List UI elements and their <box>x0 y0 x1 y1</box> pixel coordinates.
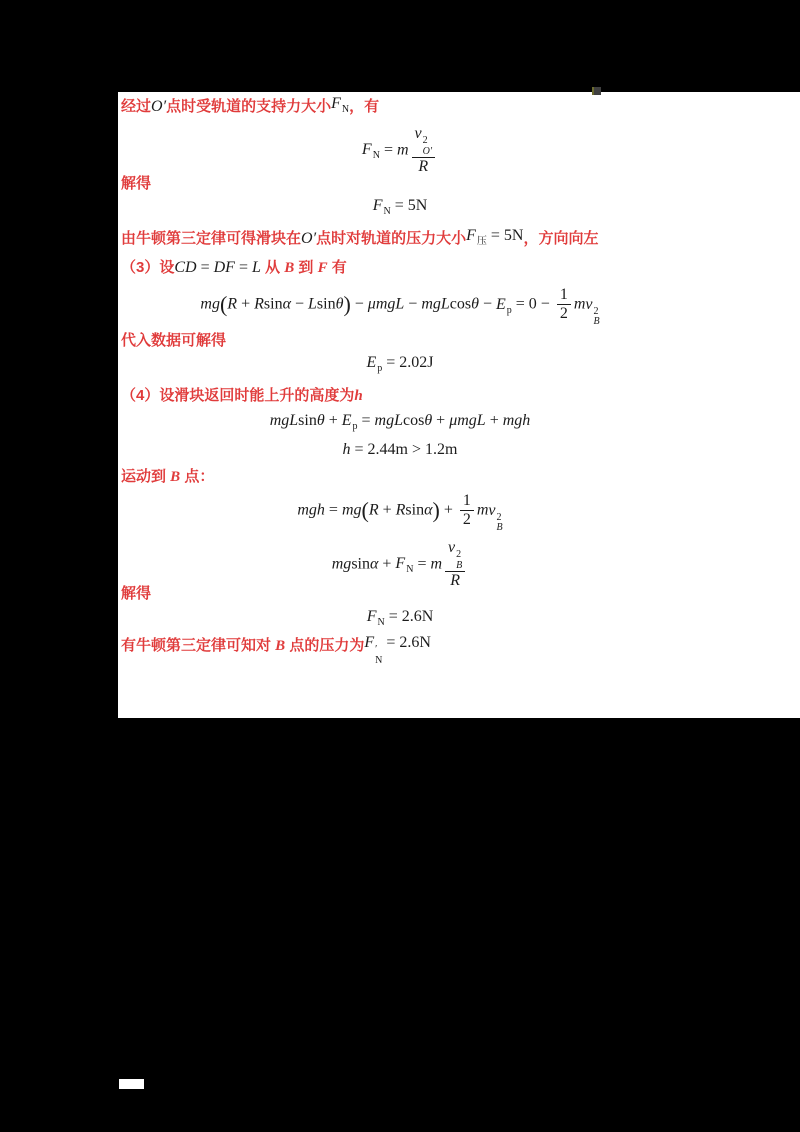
token: ，有 <box>349 98 380 115</box>
para-part4-setup <box>121 386 363 406</box>
token: α <box>282 295 291 313</box>
token: mgL <box>374 412 403 429</box>
token: ′ <box>375 644 378 655</box>
token: mgL <box>421 295 450 313</box>
document-page <box>118 92 800 718</box>
equation-Ep-value <box>118 353 682 378</box>
token <box>448 539 463 571</box>
token: 有 <box>327 259 347 276</box>
token: + <box>439 501 457 519</box>
token: = 5N <box>390 197 428 214</box>
token: = 2.44m > 1.2m <box>350 441 458 458</box>
token: B <box>496 522 503 534</box>
token: sin <box>263 295 283 313</box>
token <box>395 555 414 576</box>
token: 点： <box>180 468 215 485</box>
token: B <box>275 638 286 654</box>
token: 解得 <box>121 585 152 602</box>
token: R <box>395 501 406 519</box>
token: O′ <box>301 230 317 247</box>
token: = <box>357 412 375 429</box>
para-newton-third-law-O <box>121 229 598 254</box>
token <box>445 539 465 572</box>
token: = 0 − <box>511 295 554 313</box>
token: ( <box>361 497 369 523</box>
token <box>423 136 432 157</box>
token <box>557 286 571 324</box>
token: sin <box>316 295 336 313</box>
token: = <box>196 259 214 276</box>
token: + <box>485 412 503 429</box>
token <box>341 412 358 432</box>
token: mg <box>200 295 220 313</box>
token: F <box>395 555 406 573</box>
token: 点的压力为 <box>285 637 365 654</box>
token: θ <box>316 412 325 429</box>
token: F <box>466 227 476 244</box>
token <box>456 550 462 571</box>
token <box>412 125 436 158</box>
page-break-dash <box>119 1079 144 1089</box>
token: mgh <box>502 412 531 429</box>
token: = 2.02J <box>382 354 434 371</box>
token: N <box>406 564 414 576</box>
token: p <box>352 421 358 432</box>
token: F <box>364 634 375 651</box>
token: = <box>379 141 397 159</box>
token <box>412 125 436 176</box>
token <box>414 125 433 157</box>
token: 点时对轨道的压力大小 <box>316 230 467 247</box>
token: h <box>342 441 351 458</box>
token: 点时受轨道的支持力大小 <box>166 98 332 115</box>
token <box>366 608 385 628</box>
token: + <box>432 412 450 429</box>
token: R <box>227 295 238 313</box>
token: 2 <box>456 549 462 560</box>
token: p <box>377 363 383 374</box>
token <box>445 539 465 590</box>
token: mgh <box>297 501 325 519</box>
token: （3）设 <box>121 259 175 276</box>
token: v <box>585 295 593 313</box>
token: − <box>290 295 308 313</box>
token: ( <box>219 291 228 317</box>
token: + <box>378 501 396 519</box>
token: v <box>414 125 422 142</box>
token: 从 <box>260 259 285 276</box>
token <box>460 492 474 530</box>
token <box>331 95 350 115</box>
para-solve-2 <box>121 584 151 603</box>
token: E <box>341 412 352 429</box>
token: sin <box>351 555 370 573</box>
token: F <box>361 141 372 159</box>
token <box>593 307 599 328</box>
token <box>366 354 383 374</box>
token: mgL <box>269 412 299 429</box>
token: L <box>251 259 261 276</box>
para-support-force-at-O <box>121 97 379 122</box>
token: α <box>424 501 433 519</box>
token <box>364 634 431 666</box>
token: ，方向向左 <box>523 230 599 247</box>
token: 2 <box>559 305 568 323</box>
token: O′ <box>422 145 433 157</box>
equation-energy-B-to-F <box>118 286 682 328</box>
token: F <box>366 608 377 625</box>
token <box>460 511 474 529</box>
token: sin <box>298 412 317 429</box>
token <box>460 492 474 511</box>
token: E <box>366 354 377 371</box>
token: 经过 <box>121 98 152 115</box>
token <box>585 295 600 328</box>
token: cos <box>449 295 472 313</box>
token: R <box>368 501 379 519</box>
cursor-artifact-icon <box>592 87 601 95</box>
token: ) <box>343 291 351 317</box>
token: + <box>324 412 342 429</box>
token: − <box>404 295 422 313</box>
token: p <box>506 304 512 316</box>
token: ) <box>432 497 440 523</box>
token: = 5N <box>486 227 524 244</box>
token <box>557 305 571 323</box>
token: m <box>430 555 443 573</box>
equation-B-centripetal <box>118 539 682 590</box>
token: 代入数据可解得 <box>121 332 227 349</box>
token: R <box>254 295 264 313</box>
token: N <box>377 617 385 628</box>
token: 解得 <box>121 175 152 192</box>
token: = <box>324 501 342 519</box>
token: = 2.6N <box>384 608 434 625</box>
token: O′ <box>151 98 167 115</box>
token: 1 <box>462 492 471 509</box>
token <box>495 295 512 316</box>
token: 2 <box>462 511 471 529</box>
token: = <box>234 259 252 276</box>
token <box>466 227 524 247</box>
para-moving-to-B <box>121 467 214 487</box>
token: θ <box>335 295 344 313</box>
token: 运动到 <box>121 468 171 485</box>
token <box>445 572 465 590</box>
token: 有牛顿第三定律可知对 <box>121 637 276 654</box>
token <box>497 513 503 534</box>
token: B <box>456 559 463 571</box>
token: 由牛顿第三定律可得滑块在 <box>121 230 302 247</box>
token: B <box>170 469 181 485</box>
token <box>466 227 487 247</box>
token: 压 <box>476 236 487 247</box>
token <box>412 158 436 176</box>
token: F <box>331 95 341 112</box>
token: mg <box>331 555 352 573</box>
equation-height-value <box>118 440 682 459</box>
token: = <box>413 555 431 573</box>
token <box>372 197 391 217</box>
token: m <box>396 141 409 159</box>
para-newton-third-law-B <box>121 636 431 669</box>
token <box>361 141 380 162</box>
token: N <box>341 104 350 115</box>
token: 1 <box>559 286 568 303</box>
token: L <box>308 295 317 313</box>
token <box>331 95 350 115</box>
token: m <box>476 501 489 519</box>
token: α <box>369 555 379 573</box>
token: − <box>478 295 496 313</box>
token: 2 <box>496 511 502 523</box>
token: v <box>448 539 456 556</box>
token: mg <box>341 501 362 519</box>
token: − <box>350 295 368 313</box>
token: CD <box>174 259 197 276</box>
token: μmgL <box>449 412 486 429</box>
token: + <box>237 295 255 313</box>
token: N <box>375 654 383 666</box>
token: N <box>372 150 380 162</box>
token: 2 <box>422 135 428 146</box>
token: B <box>284 260 295 276</box>
token: R <box>450 572 461 589</box>
token: （4）设滑块返回时能上升的高度为 <box>121 387 355 404</box>
token: = 2.6N <box>382 634 431 651</box>
equation-FN-2.6N <box>118 607 682 632</box>
token <box>364 634 383 666</box>
token: m <box>573 295 586 313</box>
token: N <box>383 206 391 217</box>
token <box>557 286 571 305</box>
token: cos <box>402 412 425 429</box>
token: θ <box>471 295 479 313</box>
token: 到 <box>294 259 318 276</box>
equation-FN-centripetal <box>118 125 682 176</box>
token <box>488 501 503 534</box>
token: F <box>372 197 383 214</box>
token: DF <box>213 259 235 276</box>
equation-mgh-energy <box>118 492 682 534</box>
token: h <box>354 388 363 404</box>
token: B <box>593 316 600 328</box>
para-substitute-data <box>121 331 226 350</box>
token: sin <box>405 501 425 519</box>
token: v <box>488 501 496 519</box>
token: + <box>378 555 396 573</box>
token: E <box>495 295 506 313</box>
para-solve-1 <box>121 174 151 193</box>
token: R <box>418 158 429 175</box>
equation-return-energy <box>118 411 682 436</box>
equation-FN-5N <box>118 196 682 221</box>
token: μmgL <box>367 295 405 313</box>
token: θ <box>424 412 433 429</box>
token: F <box>317 260 328 276</box>
para-part3-setup <box>121 258 347 278</box>
token: 2 <box>593 305 599 317</box>
